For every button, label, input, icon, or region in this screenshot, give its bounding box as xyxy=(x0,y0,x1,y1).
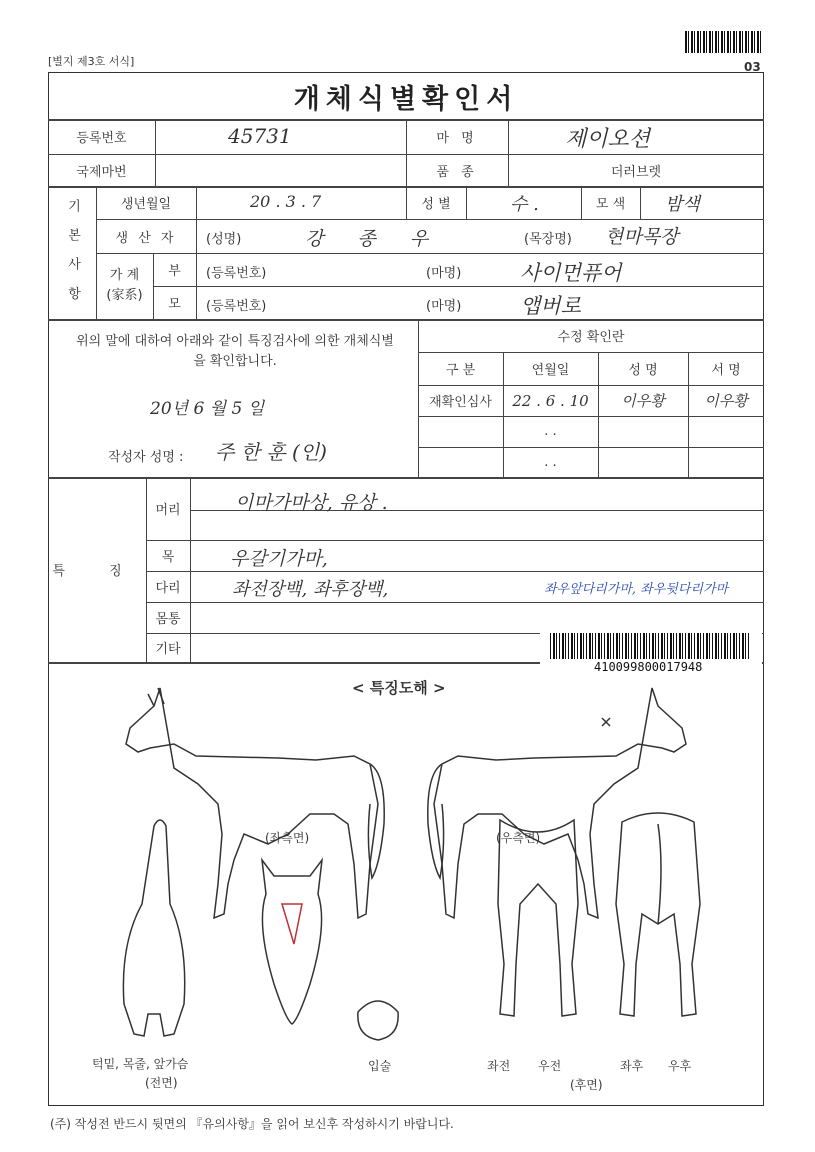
hind-view-horse-icon xyxy=(616,813,700,1016)
dam-reg-label: (등록번호) xyxy=(206,299,267,314)
dam-label: 모 xyxy=(168,297,181,312)
barcode-bars xyxy=(550,633,750,659)
producer-name-label: (성명) xyxy=(206,232,242,247)
revision-row-date: . . xyxy=(544,454,557,470)
revision-col-name: 성 명 xyxy=(628,363,658,378)
revision-col-sign: 서 명 xyxy=(711,363,741,378)
lips-caption: 입술 xyxy=(368,1059,392,1073)
dam-name-label: (마명) xyxy=(426,299,462,314)
revision-col-date: 연월일 xyxy=(531,363,570,378)
reg-no-value: 45731 xyxy=(228,124,292,148)
form-number: [별지 제3호 서식] xyxy=(48,55,135,68)
revision-row-sign: 이우황 xyxy=(704,392,748,410)
front-left-caption: 좌전 xyxy=(487,1059,511,1073)
top-barcode xyxy=(685,31,761,53)
left-side-caption: (좌측면) xyxy=(265,831,310,845)
revision-row-date: 22 . 6 . 10 xyxy=(512,391,589,410)
page-code: 03 xyxy=(744,60,761,74)
head-value: 이마가마상, 유상 . xyxy=(235,492,388,514)
confirm-statement: 위의 말에 대하여 아래와 같이 특징검사에 의한 개체식별을 확인합니다. xyxy=(76,334,394,369)
hind-right-caption: 우후 xyxy=(668,1059,692,1073)
sire-reg-label: (등록번호) xyxy=(206,266,267,281)
rear-caption: (후면) xyxy=(570,1078,603,1092)
writer-label: 작성자 성명 : xyxy=(108,450,184,465)
sire-name-label: (마명) xyxy=(426,266,462,281)
sex-value: 수 . xyxy=(510,194,539,215)
front-view-horse-icon xyxy=(123,820,184,1036)
sire-value: 사이먼퓨어 xyxy=(520,261,622,285)
front-right-caption: 우전 xyxy=(538,1059,562,1073)
farm-value: 현마목장 xyxy=(605,226,679,248)
birth-value: 20 . 3 . 7 xyxy=(250,192,322,211)
neck-value: 우갈기가마, xyxy=(230,548,328,570)
producer-label: 생 산 자 xyxy=(115,230,177,246)
pedigree-label: 가 계 xyxy=(109,268,140,283)
body-label: 몸통 xyxy=(155,612,181,627)
revision-row-type: 재확인심사 xyxy=(429,395,492,410)
right-side-horse-icon xyxy=(428,688,686,918)
writer-value: 주 한 훈 (인) xyxy=(215,440,327,464)
legs-value: 좌전장백, 좌후장백, xyxy=(232,579,389,600)
front-caption-sub: (전면) xyxy=(145,1076,178,1090)
intl-no-label: 국제마번 xyxy=(76,164,127,180)
front-caption: 턱밑, 목줄, 앞가슴 xyxy=(92,1057,189,1071)
horse-name-value: 제이오션 xyxy=(565,127,651,152)
confirm-date: 20년 6 월 5 일 xyxy=(150,399,265,419)
breed-value: 더러브렛 xyxy=(610,164,662,180)
page-title: 개체식별확인서 xyxy=(293,83,519,115)
horse-face-icon xyxy=(262,860,322,1024)
producer-name-value: 강 종 우 xyxy=(305,228,443,250)
front-legs-icon xyxy=(498,820,578,1016)
horse-lips-icon xyxy=(358,1001,398,1040)
revision-row-name: 이우황 xyxy=(621,392,665,410)
etc-label: 기타 xyxy=(155,642,181,657)
legs-label: 다리 xyxy=(155,581,181,596)
farm-label: (목장명) xyxy=(524,232,572,247)
horse-diagram xyxy=(48,664,764,1104)
color-label: 모 색 xyxy=(595,197,626,212)
hind-left-caption: 좌후 xyxy=(620,1059,644,1073)
color-value: 밤색 xyxy=(665,194,700,215)
head-label: 머리 xyxy=(155,503,181,518)
dam-value: 앱버로 xyxy=(520,294,581,318)
barcode-number: 410099800017948 xyxy=(594,660,703,674)
sex-label: 성 별 xyxy=(421,197,451,212)
revision-col-type: 구 분 xyxy=(445,363,476,378)
legs-extra-value: 좌우앞다리가마, 좌우뒷다리가마 xyxy=(544,582,729,597)
reg-no-label: 등록번호 xyxy=(76,131,127,146)
sire-label: 부 xyxy=(168,264,181,279)
birth-label: 생년월일 xyxy=(120,197,172,212)
features-section-label: 특 징 xyxy=(52,564,142,579)
basic-section-label: 기 본 사 항 xyxy=(65,199,80,306)
horse-name-label: 마 명 xyxy=(436,131,478,146)
revision-title: 수정 확인란 xyxy=(557,330,625,345)
pedigree-hanja: (家系) xyxy=(106,288,143,303)
breed-label: 품 종 xyxy=(436,164,478,180)
footer-note: (주) 작성전 반드시 뒷면의 『유의사항』을 읽어 보신후 작성하시기 바랍니다. xyxy=(50,1117,454,1131)
neck-label: 목 xyxy=(161,550,175,565)
diagram-title: < 특징도해 > xyxy=(352,679,446,697)
right-side-caption: (우측면) xyxy=(496,831,541,845)
revision-row-date: . . xyxy=(544,424,557,439)
left-side-horse-icon xyxy=(126,688,384,918)
